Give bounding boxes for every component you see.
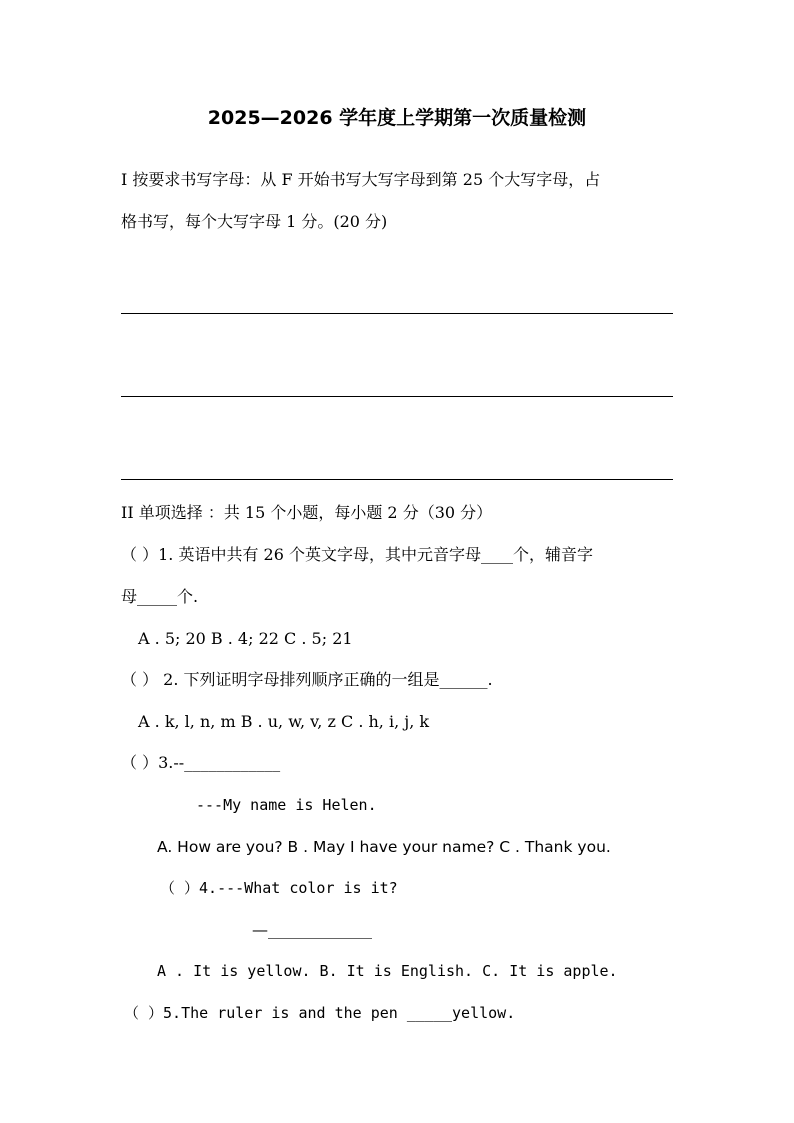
question-5-stem: （ ）5.The ruler is and the pen _____yellow. [124,1004,516,1022]
question-4-answer-line: —_____________ [252,920,372,939]
question-4-stem: （ ）4.---What color is it? [160,879,398,897]
writing-line-3[interactable] [121,479,673,480]
question-2-stem: （ ） 2. 下列证明字母排列顺序正确的一组是______. [121,670,493,689]
writing-line-2[interactable] [121,396,673,397]
question-3-options: A. How are you? B . May I have your name? C . Thank you. [157,838,611,856]
section2-heading: II 单项选择 ：共 15 个小题，每小题 2 分（30 分） [121,503,493,522]
question-4-options: A . It is yellow. B. It is English. C. It is apple. [157,962,618,980]
page-title: 2025—2026 学年度上学期第一次质量检测 [207,107,587,129]
question-2-options: A . k, l, n, m B . u, w, v, z C . h, i, j, k [138,712,430,731]
writing-line-1[interactable] [121,313,673,314]
section1-instruction-line2: 格书写，每个大写字母 1 分。(20 分) [121,212,388,231]
section1-instruction-line1: I 按要求书写字母：从 F 开始书写大写字母到第 25 个大写字母，占 [121,170,601,189]
question-1-stem-line1: （ ）1. 英语中共有 26 个英文字母，其中元音字母____个，辅音字 [121,545,593,564]
question-1-options: A . 5; 20 B . 4; 22 C . 5; 21 [138,629,353,648]
question-3-stem: （ ）3.--____________ [121,753,281,772]
question-1-stem-line2: 母_____个. [121,587,199,606]
question-3-answer-line: ---My name is Helen. [196,796,377,814]
